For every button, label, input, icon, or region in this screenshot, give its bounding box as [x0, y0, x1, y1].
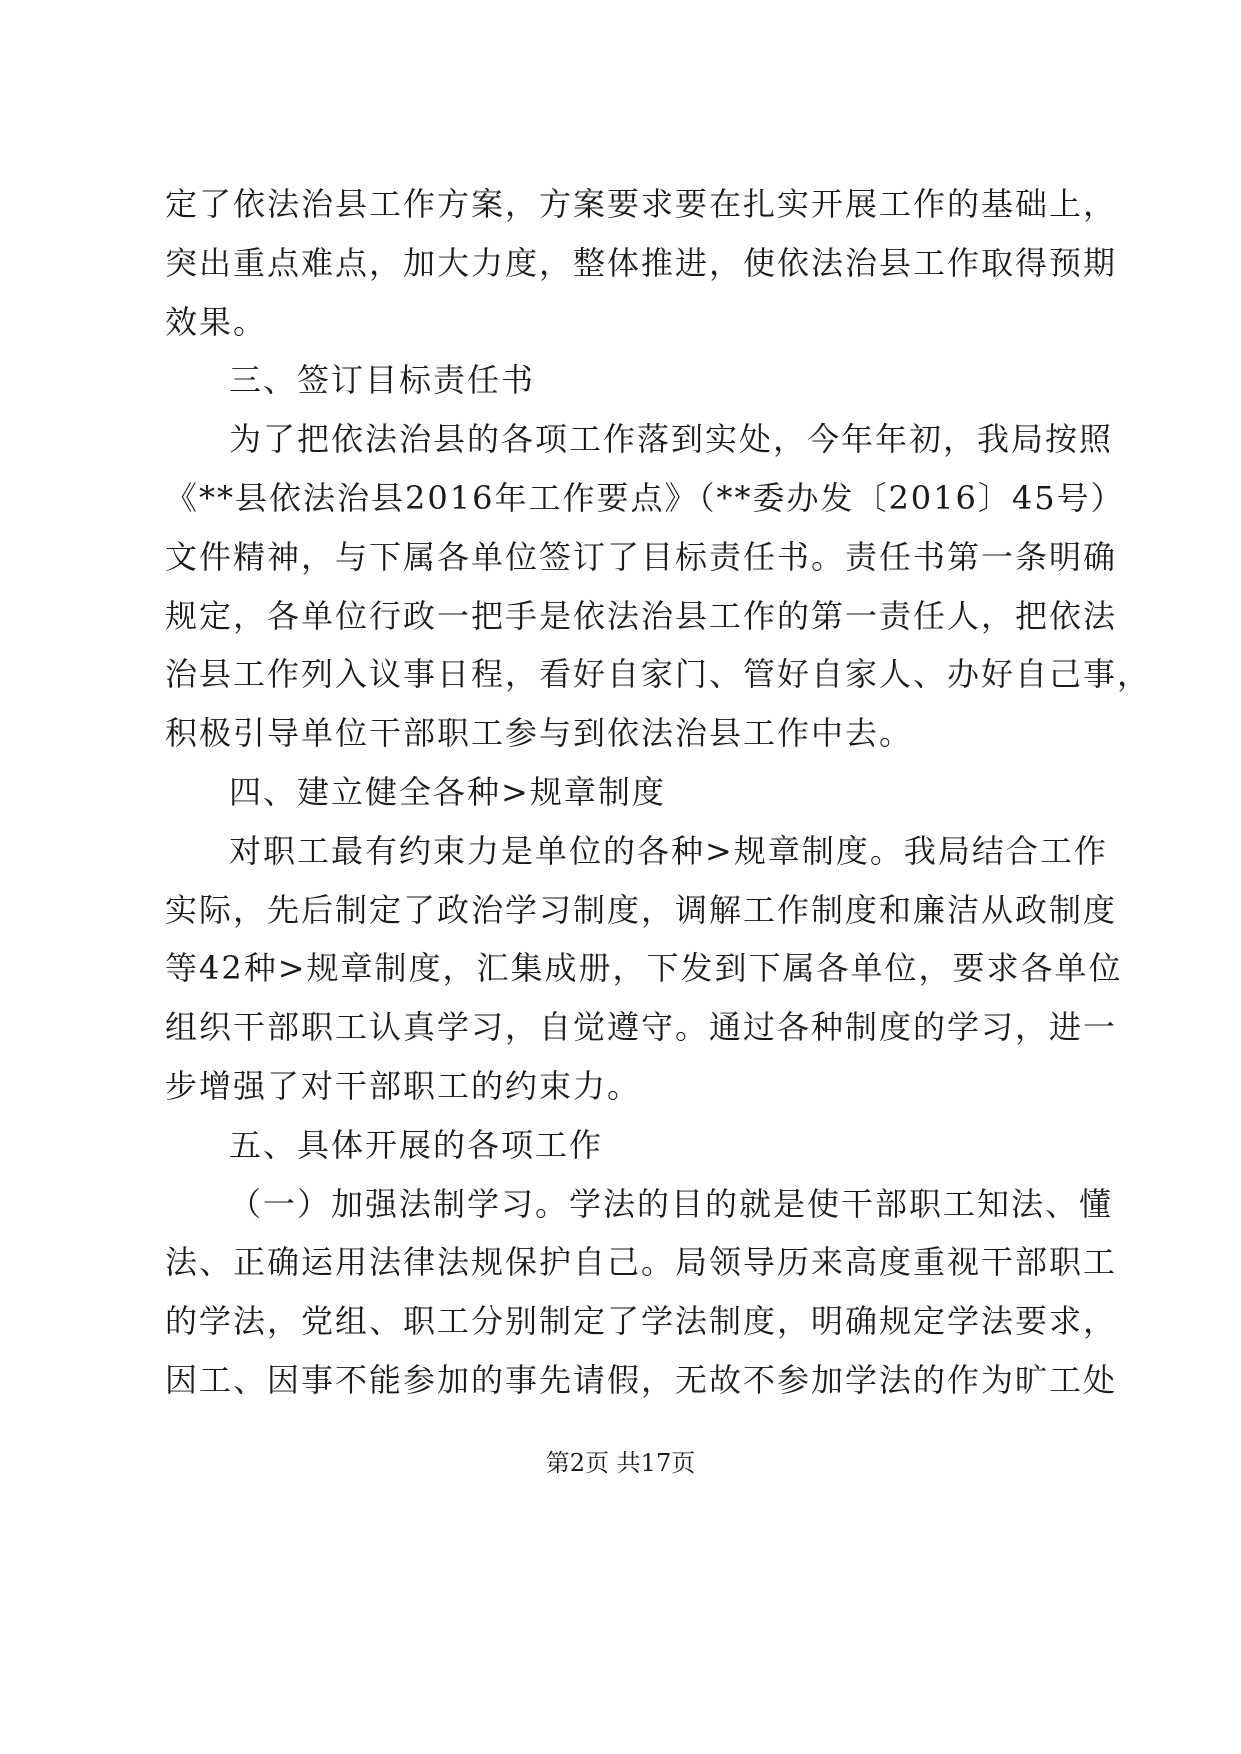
body-line: 因工、因事不能参加的事先请假，无故不参加学法的作为旷工处 [165, 1361, 1118, 1399]
body-line: 组织干部职工认真学习，自觉遵守。通过各种制度的学习，进一 [165, 1008, 1118, 1046]
body-line: 为了把依法治县的各项工作落到实处，今年年初，我局按照 [229, 420, 1114, 458]
body-line: 对职工最有约束力是单位的各种>规章制度。我局结合工作 [229, 832, 1108, 870]
body-line: 积极引导单位干部职工参与到依法治县工作中去。 [165, 714, 914, 752]
body-line: 效果。 [165, 303, 268, 341]
body-line: （一）加强法制学习。学法的目的就是使干部职工知法、懂 [229, 1185, 1114, 1223]
body-line: 突出重点难点，加大力度，整体推进，使依法治县工作取得预期 [165, 244, 1118, 282]
body-line: 步增强了对干部职工的约束力。 [165, 1067, 642, 1105]
section-heading: 五、具体开展的各项工作 [229, 1126, 604, 1164]
body-line: 治县工作列入议事日程，看好自家门、管好自家人、办好自己事， [165, 655, 1152, 693]
body-line: 等42种>规章制度，汇集成册，下发到下属各单位，要求各单位 [165, 949, 1123, 987]
body-line: 文件精神，与下属各单位签订了目标责任书。责任书第一条明确 [165, 538, 1118, 576]
body-line: 的学法，党组、职工分别制定了学法制度，明确规定学法要求， [165, 1302, 1118, 1340]
body-line: 实际，先后制定了政治学习制度，调解工作制度和廉洁从政制度 [165, 891, 1118, 929]
section-heading: 四、建立健全各种>规章制度 [229, 773, 666, 811]
body-line: 规定，各单位行政一把手是依法治县工作的第一责任人，把依法 [165, 597, 1118, 635]
body-line: 法、正确运用法律法规保护自己。局领导历来高度重视干部职工 [165, 1243, 1118, 1281]
body-line: 《**县依法治县2016年工作要点》（**委办发〔2016〕45号） [165, 479, 1125, 517]
body-line: 定了依法治县工作方案，方案要求要在扎实开展工作的基础上， [165, 185, 1118, 223]
page-number-footer: 第2页 共17页 [545, 1449, 696, 1477]
section-heading: 三、签订目标责任书 [229, 361, 536, 399]
